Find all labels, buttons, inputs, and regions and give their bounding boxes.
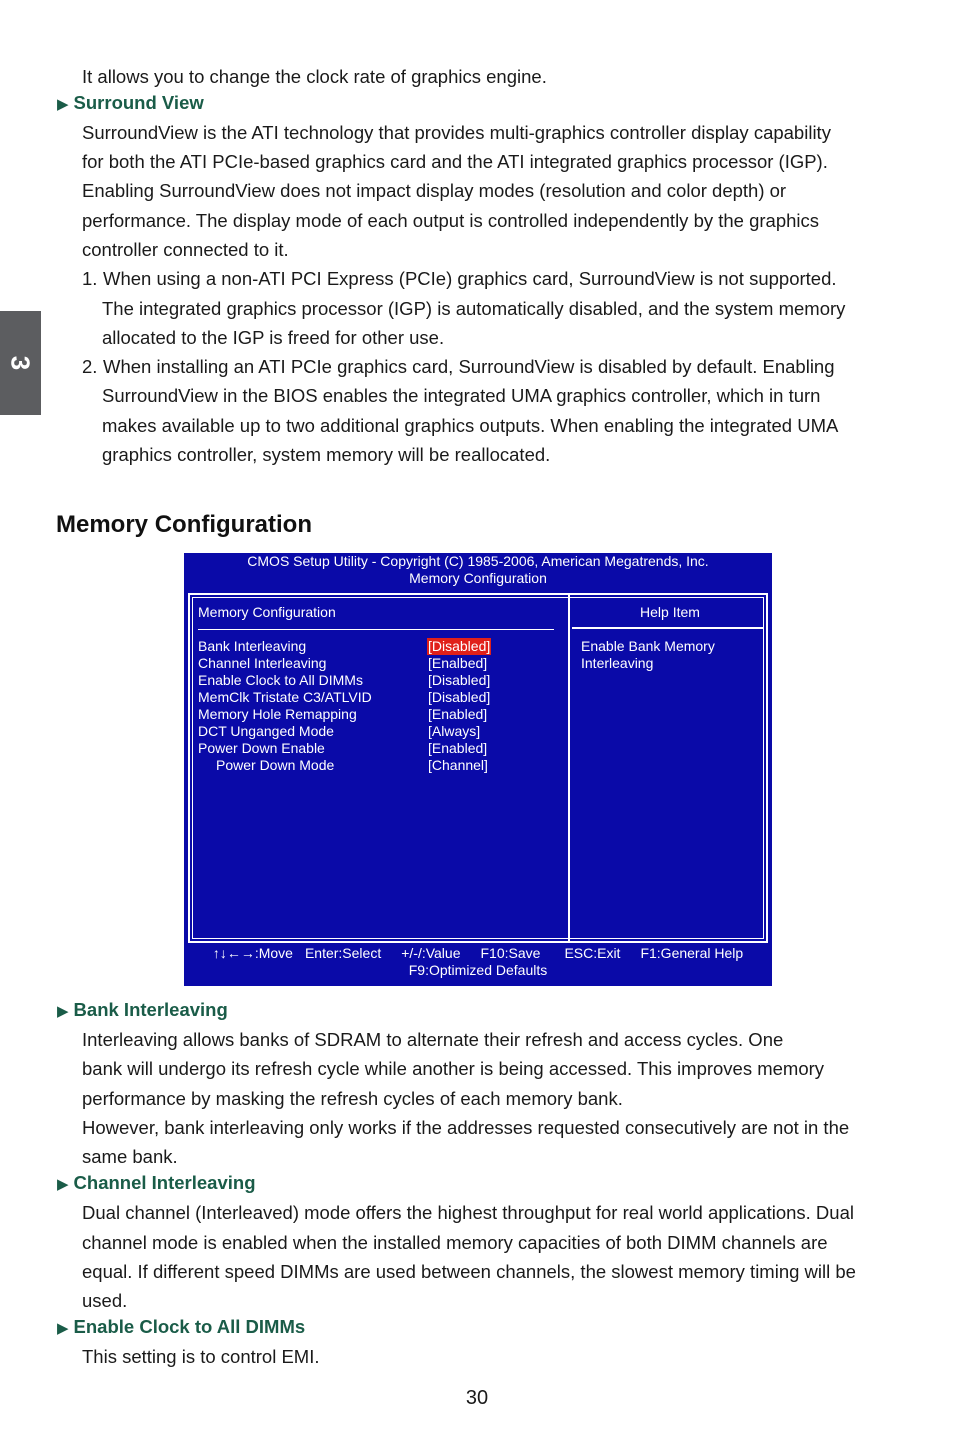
bios-value-power-down-mode[interactable]: [Channel] <box>428 757 488 773</box>
bios-key-defaults: F9:Optimized Defaults <box>408 962 548 978</box>
list-number-1: 1. <box>82 268 98 289</box>
channel-line-2: channel mode is enabled when the installed memory capacities of both DIMM channels are <box>82 1232 828 1253</box>
channel-line-3: equal. If different speed DIMMs are used between channels, the slowest memory timing will be <box>82 1261 856 1282</box>
surround-view-heading-text: Surround View <box>73 92 204 113</box>
bios-value-dct-unganged[interactable]: [Always] <box>428 723 481 739</box>
item1-line-1: When using a non-ATI PCI Express (PCIe) graphics card, SurroundView is not supported. <box>103 268 837 289</box>
list-number-2: 2. <box>82 356 98 377</box>
item2-line-4: graphics controller, system memory will be reallocated. <box>102 444 551 465</box>
bios-header <box>184 553 772 587</box>
surround-line-2: for both the ATI PCIe-based graphics card and the ATI integrated graphics processor (IGP). <box>82 151 828 172</box>
bios-key-help: F1:General Help <box>640 945 744 961</box>
surround-line-1: SurroundView is the ATI technology that provides multi-graphics controller display capability <box>82 122 831 143</box>
bios-item-channel-interleaving[interactable]: Channel Interleaving <box>198 655 327 671</box>
bios-item-power-down-enable[interactable]: Power Down Enable <box>198 740 325 756</box>
bank-line-4: However, bank interleaving only works if the addresses requested consecutively are not in the <box>82 1117 850 1138</box>
bios-value-enable-clock[interactable]: [Disabled] <box>428 672 491 688</box>
triangle-right-icon: ▶ <box>57 1320 69 1337</box>
item1-line-3: allocated to the IGP is freed for other use. <box>102 327 445 348</box>
bios-item-dct-unganged[interactable]: DCT Unganged Mode <box>198 723 334 739</box>
triangle-right-icon: ▶ <box>57 96 69 113</box>
bank-line-2: bank will undergo its refresh cycle while another is being accessed. This improves memory <box>82 1058 825 1079</box>
channel-interleaving-heading <box>57 1172 256 1194</box>
bios-key-save: F10:Save <box>480 945 541 961</box>
bios-help-title: Help Item <box>640 604 700 620</box>
bios-key-select: Enter:Select <box>304 945 382 961</box>
bios-item-memory-hole-remapping[interactable]: Memory Hole Remapping <box>198 706 357 722</box>
bios-divider <box>568 593 570 943</box>
item2-line-1: When installing an ATI PCIe graphics card, SurroundView is disabled by default. Enabling <box>103 356 835 377</box>
memory-configuration-title: Memory Configuration <box>56 511 312 538</box>
channel-interleaving-heading-text: Channel Interleaving <box>73 1172 256 1193</box>
bios-header-title: Memory Configuration <box>409 570 547 586</box>
bios-header-copyright: CMOS Setup Utility - Copyright (C) 1985-2006, American Megatrends, Inc. <box>247 553 709 569</box>
bios-screen <box>184 553 772 986</box>
bios-value-power-down-enable[interactable]: [Enabled] <box>428 740 488 756</box>
surround-line-4: performance. The display mode of each output is controlled independently by the graphics <box>82 210 820 231</box>
bios-left-title: Memory Configuration <box>198 604 336 620</box>
enable-clock-heading-text: Enable Clock to All DIMMs <box>73 1316 306 1337</box>
bios-key-value: +/-/:Value <box>401 945 461 961</box>
triangle-right-icon: ▶ <box>57 1176 69 1193</box>
surround-line-3: Enabling SurroundView does not impact display modes (resolution and color depth) or <box>82 180 787 201</box>
channel-line-4: used. <box>82 1290 128 1311</box>
bios-item-bank-interleaving[interactable]: Bank Interleaving <box>198 638 307 654</box>
item2-line-3: makes available up to two additional graphics outputs. When enabling the integrated UMA <box>102 415 839 436</box>
bios-key-move: ↑↓←→:Move <box>212 945 293 961</box>
chapter-tab-number: 3 <box>6 355 36 371</box>
bios-value-memory-hole-remapping[interactable]: [Enabled] <box>428 706 488 722</box>
surround-line-5: controller connected to it. <box>82 239 289 260</box>
surround-view-heading <box>57 92 204 114</box>
bios-item-memclk-tristate[interactable]: MemClk Tristate C3/ATLVID <box>198 689 372 705</box>
bios-help-line-2: Interleaving <box>581 655 654 671</box>
bios-value-channel-interleaving[interactable]: [Enalbed] <box>428 655 488 671</box>
clock-line: This setting is to control EMI. <box>82 1346 320 1367</box>
bios-help-text <box>581 638 751 672</box>
item2-line-2: SurroundView in the BIOS enables the integrated UMA graphics controller, which in turn <box>102 385 821 406</box>
bios-key-exit: ESC:Exit <box>564 945 621 961</box>
bios-left-rule <box>198 629 554 630</box>
item1-line-2: The integrated graphics processor (IGP) is automatically disabled, and the system memory <box>102 298 846 319</box>
bios-help-rule <box>572 627 764 629</box>
page-number: 30 <box>465 1387 489 1409</box>
chapter-tab <box>0 311 41 415</box>
bios-value-memclk-tristate[interactable]: [Disabled] <box>428 689 491 705</box>
channel-line-1: Dual channel (Interleaved) mode offers the highest throughput for real world applications. Dual <box>82 1202 854 1223</box>
bank-interleaving-heading <box>57 999 228 1021</box>
triangle-right-icon: ▶ <box>57 1003 69 1020</box>
bios-value-bank-interleaving[interactable]: [Disabled] <box>428 638 491 654</box>
intro-line: It allows you to change the clock rate of graphics engine. <box>82 66 547 87</box>
bios-help-line-1: Enable Bank Memory <box>581 638 715 654</box>
bios-item-enable-clock[interactable]: Enable Clock to All DIMMs <box>198 672 363 688</box>
bank-line-5: same bank. <box>82 1146 178 1167</box>
bank-line-1: Interleaving allows banks of SDRAM to alternate their refresh and access cycles. One <box>82 1029 784 1050</box>
bank-interleaving-heading-text: Bank Interleaving <box>73 999 228 1020</box>
bios-item-power-down-mode[interactable]: Power Down Mode <box>216 757 335 773</box>
bios-footer <box>184 945 772 979</box>
bank-line-3: performance by masking the refresh cycles of each memory bank. <box>82 1088 623 1109</box>
enable-clock-heading <box>57 1316 305 1338</box>
